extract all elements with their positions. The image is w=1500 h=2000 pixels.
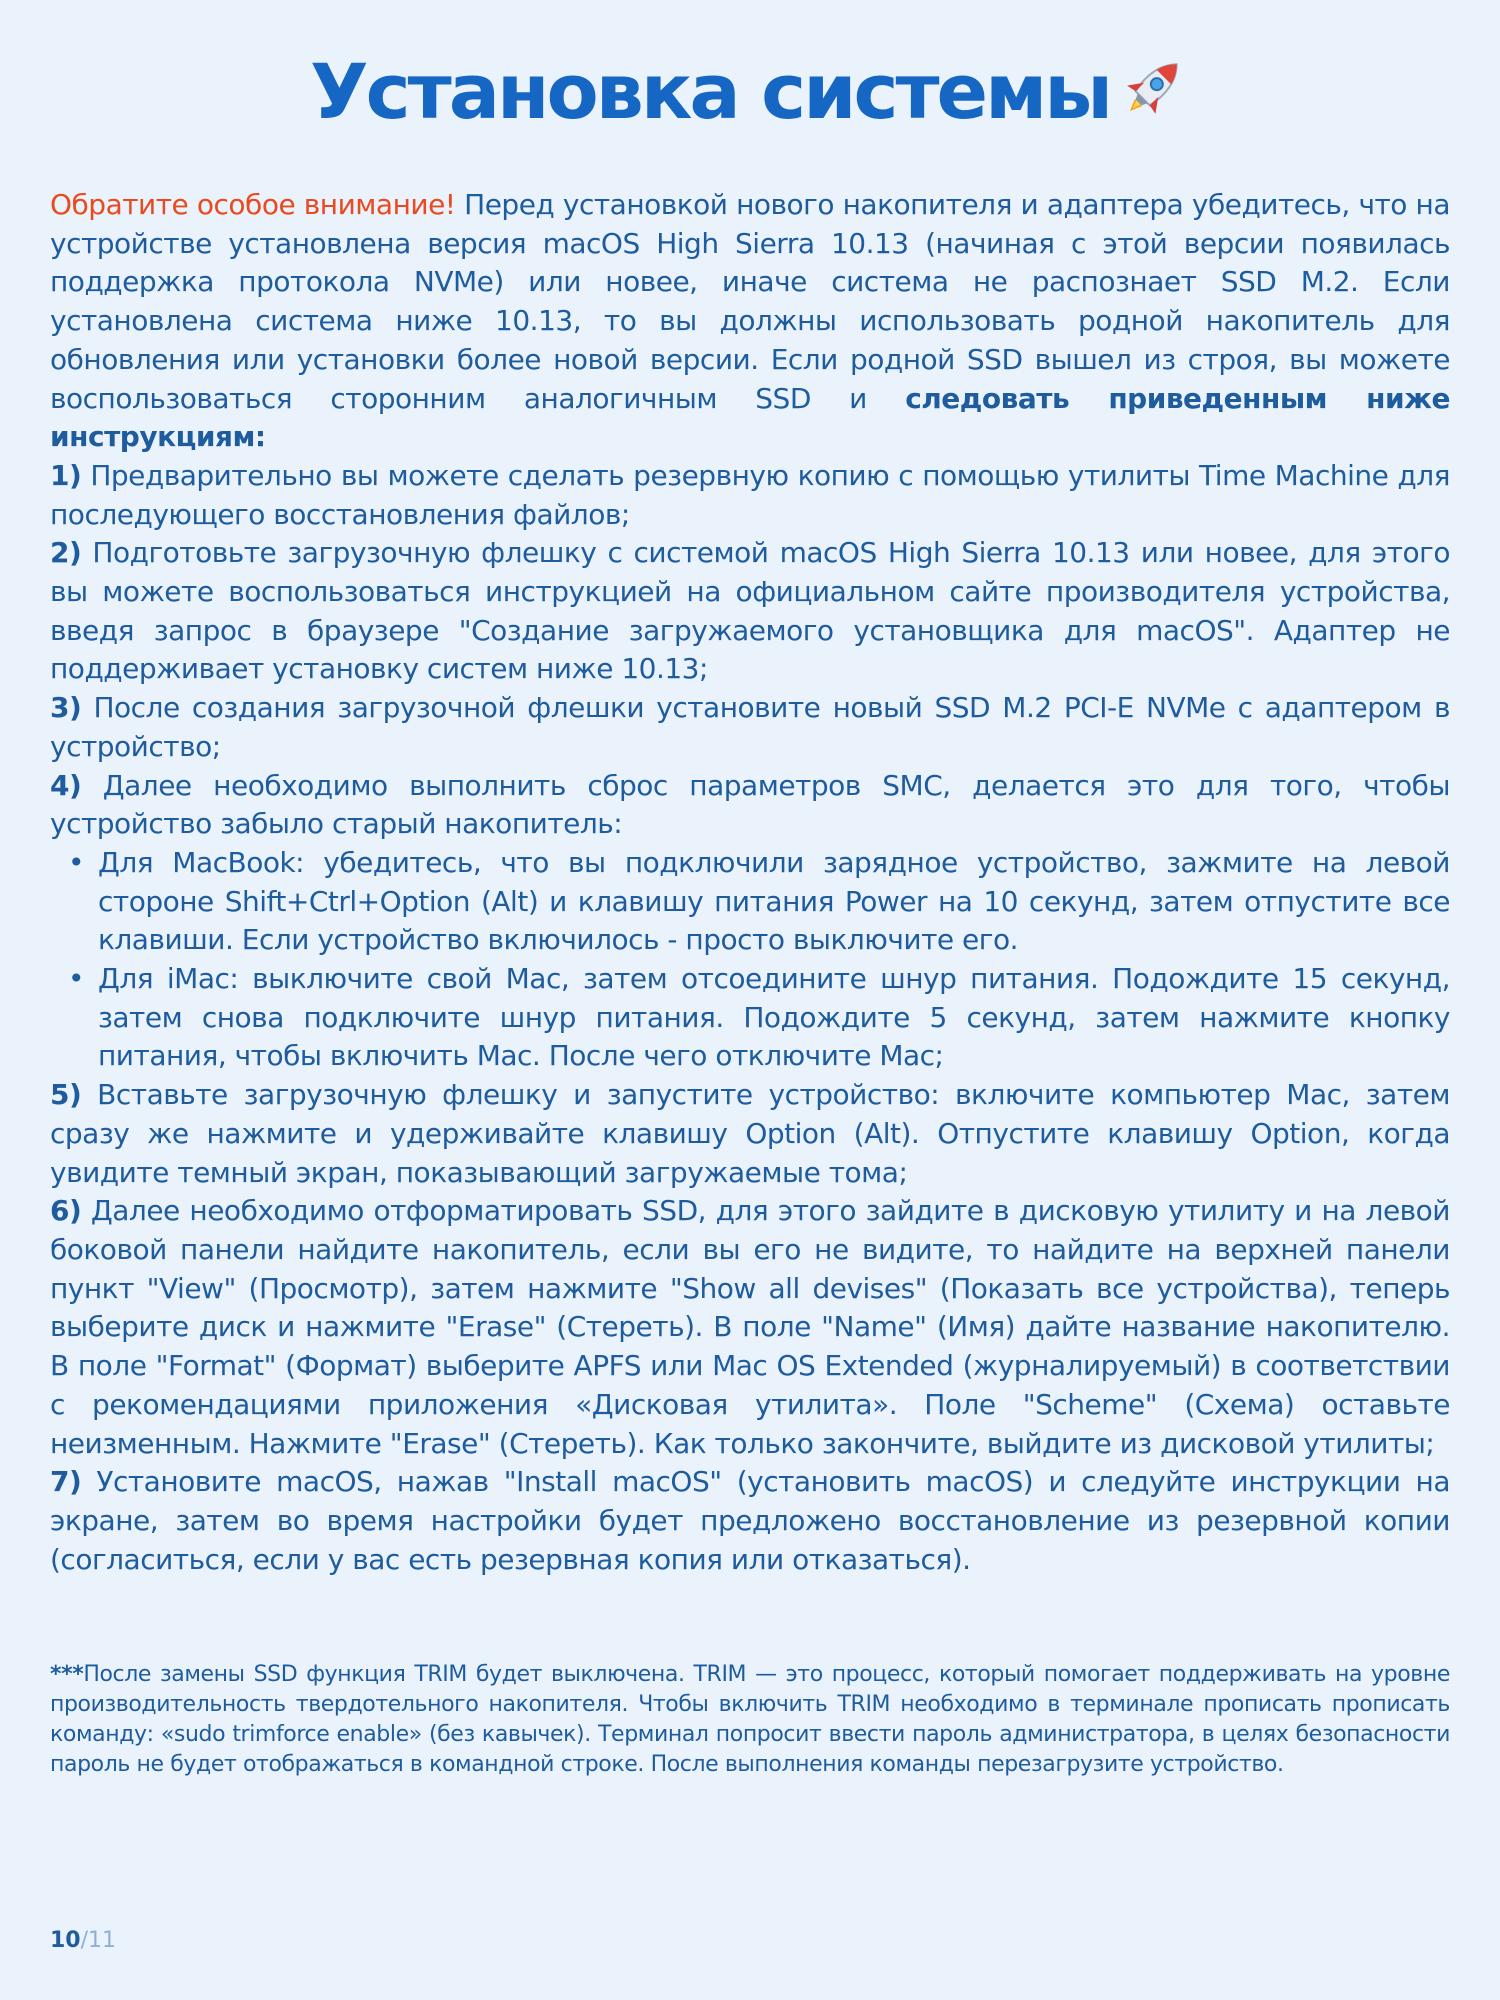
step-number: 3) [50, 691, 82, 725]
step-text: Предварительно вы можете сделать резервную копию с помощью утилиты Time Machine для последующего восстановления файлов; [50, 458, 1450, 531]
step-7 [50, 1463, 1450, 1579]
step-5 [50, 1076, 1450, 1192]
step-text: Вставьте загрузочную флешку и запустите устройство: включите компьютер Mac, затем сразу же нажмите и удерживайте клавишу Option (Alt). Отпустите клавишу Option, когда увидите темный экран, показывающий загружаемые тома; [50, 1078, 1450, 1189]
page-title [0, 42, 1500, 147]
step-1 [50, 457, 1450, 534]
step-text: Подготовьте загрузочную флешку с системой macOS High Sierra 10.13 или новее, для этого вы можете воспользоваться инструкцией на официальном сайте производителя устройства, введя запрос в браузере "Создание загружаемого установщика для macOS". Адаптер не поддерживает установку систем ниже 10.13; [50, 536, 1450, 686]
intro-text: Перед установкой нового накопителя и адаптера убедитесь, что на устройстве установлена версия macOS High Sierra 10.13 (начиная с этой версии появилась поддержка протокола NVMe) или новее, иначе система не распознает SSD M.2. Если установлена система ниже 10.13, то вы должны использовать родной накопитель для обновления или установки более новой версии. Если родной SSD вышел из строя, вы можете воспользоваться сторонним аналогичным SSD и [50, 188, 1450, 415]
step-number: 7) [50, 1465, 82, 1499]
step-number: 5) [50, 1078, 82, 1112]
step-3 [50, 689, 1450, 766]
rocket-icon [1118, 47, 1190, 147]
step-number: 1) [50, 458, 82, 492]
step-text: Далее необходимо отформатировать SSD, для этого зайдите в дисковую утилиту и на левой боковой панели найдите накопитель, если вы его не видите, то найдите на верхней панели пункт "View" (Просмотр), затем нажмите "Show all devises" (Показать все устройства), теперь выберите диск и нажмите "Erase" (Стереть). В поле "Name" (Имя) дайте название накопителю. В поле "Format" (Формат) выберите APFS или Mac OS Extended (журналируемый) в соответствии с рекомендациями приложения «Дисковая утилита». Поле "Scheme" (Схема) оставьте неизменным. Нажмите "Erase" (Стереть). Как только закончите, выйдите из дисковой утилиты; [50, 1194, 1450, 1460]
footnote-stars: *** [50, 1662, 84, 1687]
step-number: 4) [50, 768, 82, 802]
intro-bold: следовать приведенным ниже инструкциям: [50, 381, 1450, 454]
step-text: После создания загрузочной флешки установите новый SSD M.2 PCI-E NVMe с адаптером в устройство; [50, 691, 1450, 763]
page-title-text: Установка системы [310, 47, 1110, 136]
step-4 [50, 767, 1450, 844]
step-6 [50, 1192, 1450, 1463]
step-number: 6) [50, 1194, 82, 1228]
list-item: • Для iMac: выключите свой Mac, затем отсоедините шнур питания. Подождите 15 секунд, затем снова подключите шнур питания. Подождите 5 секунд, затем нажмите кнопку питания, чтобы включить Mac. После чего отключите Mac; [98, 960, 1450, 1076]
trim-footnote [50, 1660, 1450, 1780]
intro-paragraph [50, 186, 1450, 457]
page-total: /11 [80, 1928, 117, 1953]
page-current: 10 [50, 1928, 81, 1953]
step-2 [50, 534, 1450, 689]
page-number [50, 1928, 116, 1953]
footnote-text: После замены SSD функция TRIM будет выключена. TRIM — это процесс, который помогает поддерживать на уровне производительность твердотельного накопителя. Чтобы включить TRIM необходимо в терминале прописать прописать команду: «sudo trimforce enable» (без кавычек). Терминал попросит ввести пароль администратора, в целях безопасности пароль не будет отображаться в командной строке. После выполнения команды перезагрузите устройство. [50, 1662, 1450, 1777]
step-number: 2) [50, 536, 82, 570]
step-text: Далее необходимо выполнить сброс параметров SMC, делается это для того, чтобы устройство забыло старый накопитель: [50, 768, 1450, 841]
step-text: Установите macOS, нажав "Install macOS" (установить macOS) и следуйте инструкции на экране, затем во время настройки будет предложено восстановление из резервной копии (согласиться, если у вас есть резервная копия или отказаться). [50, 1465, 1450, 1576]
instructions [50, 186, 1450, 1579]
warning-label: Обратите особое внимание! [50, 188, 456, 221]
list-item: • Для MacBook: убедитесь, что вы подключили зарядное устройство, зажмите на левой стороне Shift+Ctrl+Option (Alt) и клавишу питания Power на 10 секунд, затем отпустите все клавиши. Если устройство включилось - просто выключите его. [98, 844, 1450, 960]
smc-bullet-list [50, 844, 1450, 1076]
